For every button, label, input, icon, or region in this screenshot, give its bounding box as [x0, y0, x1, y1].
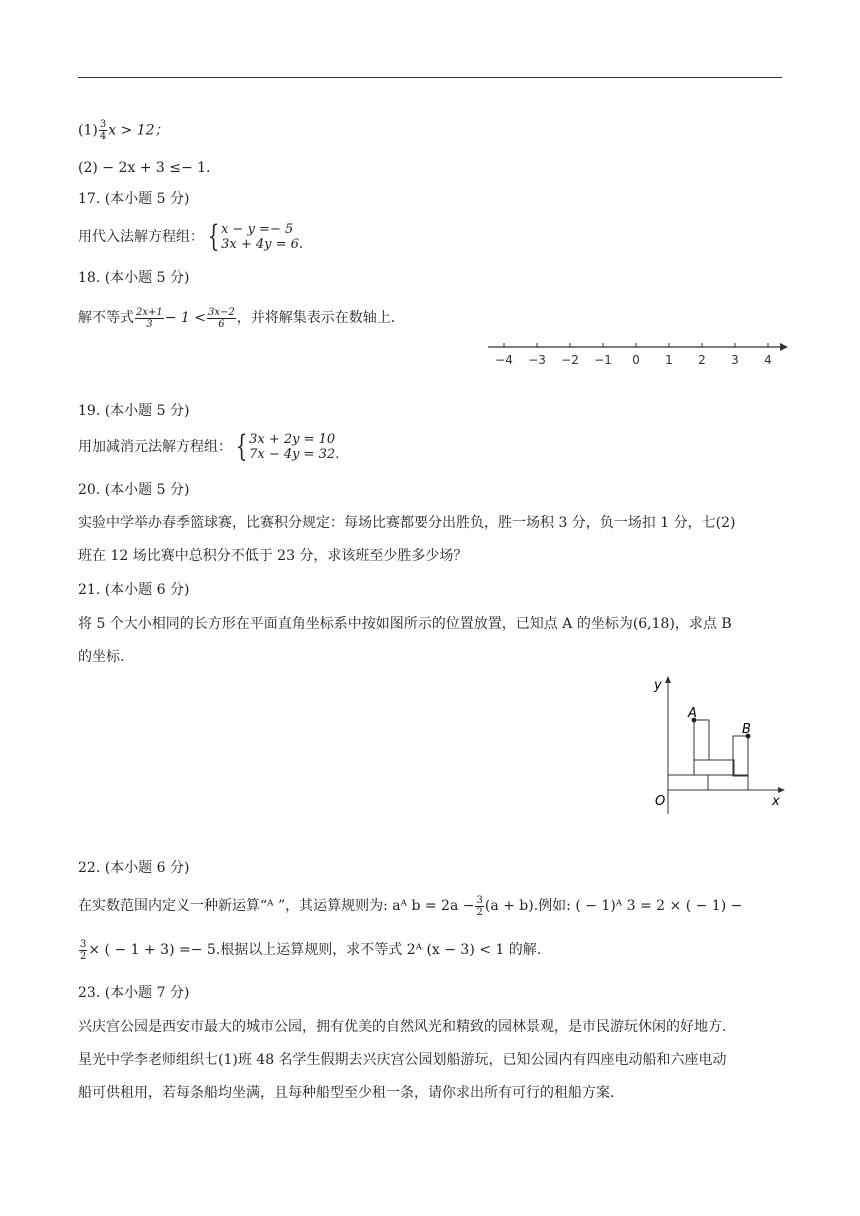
q16-part2: (2) − 2x + 3 ≤− 1． [78, 160, 221, 176]
q16-part1-fraction [99, 119, 107, 142]
q18-body [78, 304, 405, 332]
q17-end: . [298, 237, 304, 252]
q19-eq2: 7x − 4y = 32 [249, 447, 336, 462]
number-line-tick-label: 2 [698, 353, 706, 367]
q21-figure [648, 672, 788, 822]
q16-part1-rest: x > 12； [108, 122, 169, 139]
q23-line2: 星光中学李老师组织七(1)班 48 名学生假期去兴庆宫公园划船游玩，已知公园内有四座电动船和六座电动 [78, 1052, 727, 1068]
q18-fraction1 [135, 307, 164, 330]
fraction-denominator: 3 [146, 318, 153, 330]
q18-mid: − 1 < [164, 310, 207, 326]
q17-eq2-row [221, 237, 303, 252]
rect-vertical-right [733, 736, 748, 776]
fraction-denominator: 2 [80, 950, 87, 962]
q19-body [78, 429, 340, 464]
q19-title: 19. (本小题 5 分) [78, 403, 190, 419]
q17-text: 用代入法解方程组： [78, 229, 204, 245]
q19-eq1: 3x + 2y = 10 [249, 432, 336, 447]
q17-body [78, 219, 304, 254]
q18-text2: ，并将解集表示在数轴上． [236, 310, 405, 326]
q22-line1 [78, 892, 742, 920]
q20-title: 20. (本小题 5 分) [78, 482, 190, 498]
q19-text: 用加减消元法解方程组： [78, 439, 232, 455]
q21-title: 21. (本小题 6 分) [78, 582, 190, 598]
q23-title: 23. (本小题 7 分) [78, 985, 190, 1001]
y-axis-arrow-icon [665, 676, 671, 683]
fraction-numerator: 3 [476, 894, 483, 906]
brace-icon: { [235, 429, 248, 464]
brace-icon: { [207, 219, 220, 254]
rect-middle [694, 760, 734, 775]
rect-vertical-left [694, 720, 709, 760]
q21-line2: 的坐标. [78, 649, 125, 665]
number-line-tick-label: 1 [665, 353, 673, 367]
point-b-label: B [742, 722, 751, 737]
fraction-denominator: 4 [99, 131, 107, 142]
q17-eq2: 3x + 4y = 6 [221, 237, 299, 252]
number-line-arrow-icon [780, 343, 788, 351]
q18-number-line [484, 336, 794, 370]
q22-line2-fraction [79, 939, 87, 962]
q16-part1-prefix: (1) [78, 122, 98, 139]
q19-equation-system [232, 429, 340, 464]
q19-end: . [335, 447, 340, 462]
q21-line1: 将 5 个大小相同的长方形在平面直角坐标系中按如图所示的位置放置，已知点 A 的坐标为(6,18)，求点 B [78, 616, 732, 632]
q18-text1: 解不等式 [78, 310, 134, 326]
q22-line1-b: (a + b).例如: ( − 1)ᴬ 3 = 2 × ( − 1) − [484, 898, 743, 914]
q22-line1-a: 在实数范围内定义一种新运算“ᴬ ”，其运算规则为: aᴬ b = 2a − [78, 898, 475, 914]
number-line-tick-label: −1 [594, 353, 612, 367]
number-line-tick-label: 4 [764, 353, 772, 367]
q18-title: 18. (本小题 5 分) [78, 270, 190, 286]
number-line-tick-label: −2 [561, 353, 579, 367]
q22-line1-fraction [475, 895, 483, 918]
q22-title: 22. (本小题 6 分) [78, 860, 190, 876]
fraction-numerator: 3x−2 [208, 306, 235, 318]
rect-bottom-right [708, 775, 748, 790]
point-a-label: A [688, 706, 697, 721]
fraction-denominator: 2 [476, 906, 483, 918]
y-axis-label: y [654, 678, 662, 693]
number-line-tick-label: −4 [495, 353, 513, 367]
q16-part1 [78, 119, 169, 142]
header-rule [78, 77, 782, 78]
fraction-numerator: 3 [99, 119, 107, 130]
x-axis-label: x [772, 794, 780, 809]
fraction-denominator: 6 [218, 318, 225, 330]
fraction-numerator: 2x+1 [136, 306, 163, 318]
q23-line3: 船可供租用，若每条船均坐满，且每种船型至少租一条，请你求出所有可行的租船方案. [78, 1085, 615, 1101]
q20-line2: 班在 12 场比赛中总积分不低于 23 分，求该班至少胜多少场？ [78, 548, 468, 564]
origin-label: O [655, 794, 666, 809]
q17-equation-system [204, 219, 304, 254]
q23-line1: 兴庆宫公园是西安市最大的城市公园，拥有优美的自然风光和精致的园林景观，是市民游玩休闲的好地方. [78, 1019, 727, 1035]
fraction-numerator: 3 [80, 938, 87, 950]
q17-title: 17. (本小题 5 分) [78, 191, 190, 207]
number-line-tick-label: 3 [731, 353, 739, 367]
q20-line1: 实验中学举办春季篮球赛，比赛积分规定：每场比赛都要分出胜负，胜一场积 3 分，负一场扣 1 分，七(2) [78, 515, 736, 531]
q22-line2-text: × ( − 1 + 3) =− 5.根据以上运算规则，求不等式 2ᴬ (x − 3) < 1 的解. [88, 942, 542, 958]
q17-eq1: x − y =− 5 [221, 222, 294, 237]
rect-bottom-left [668, 775, 708, 790]
q19-eq2-row [249, 447, 339, 462]
number-line-tick-label: 0 [632, 353, 640, 367]
q18-fraction2 [207, 307, 236, 330]
q22-line2 [78, 936, 541, 964]
number-line-tick-label: −3 [528, 353, 546, 367]
x-axis-arrow-icon [778, 787, 785, 793]
